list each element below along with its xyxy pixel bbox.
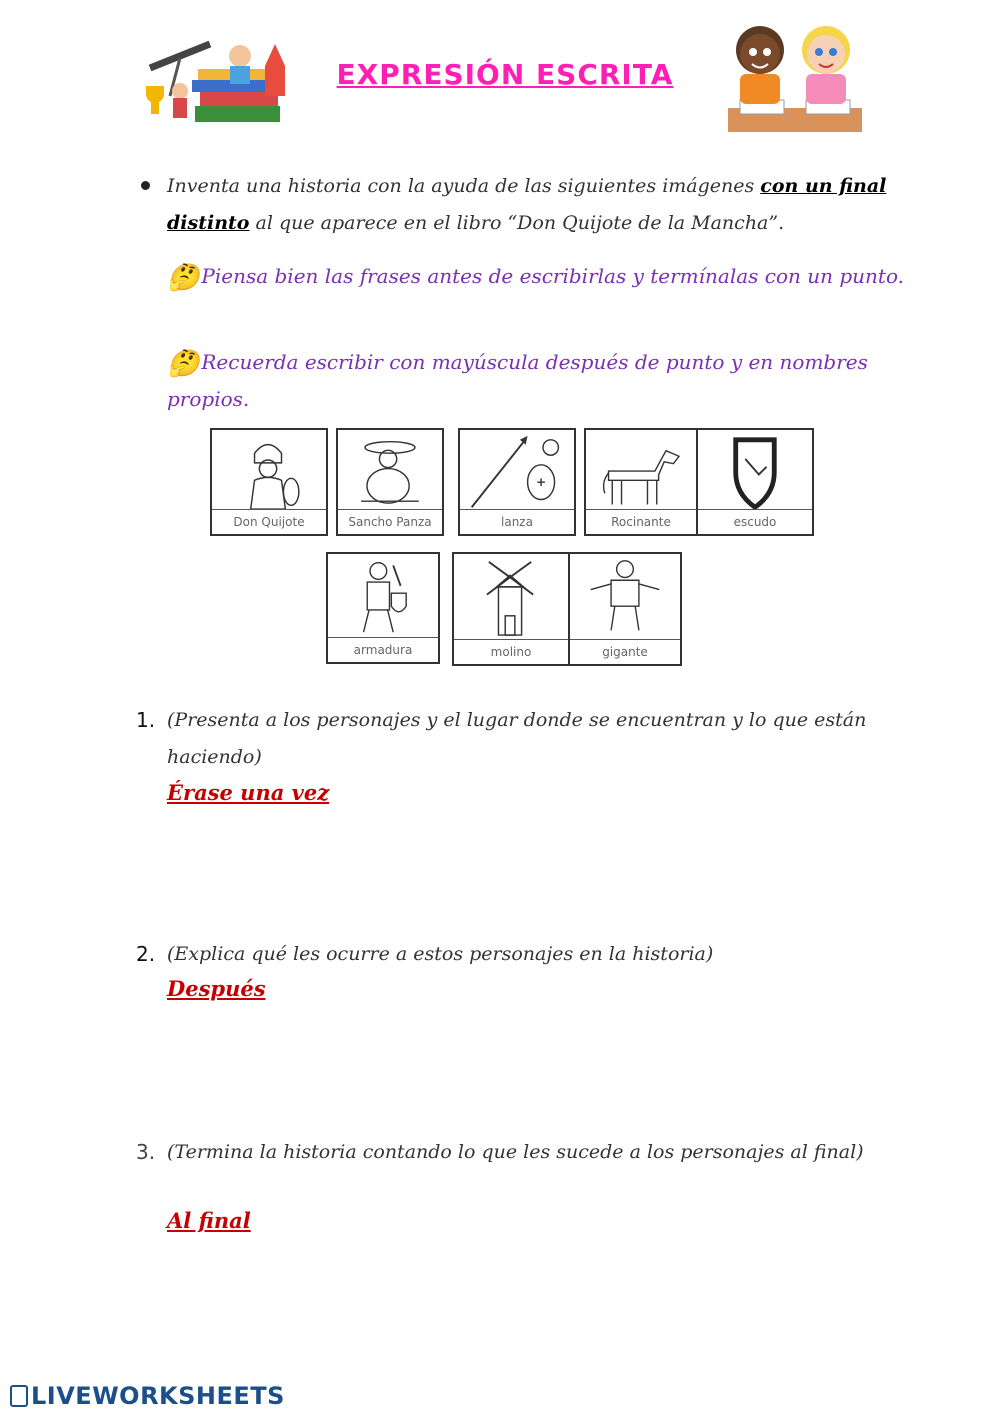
intro-text-end: al que aparece en el libro “Don Quijote de la Mancha”. <box>249 212 785 234</box>
card-armadura <box>326 552 440 664</box>
card-label: gigante <box>570 639 680 664</box>
tip-capitals-text: Recuerda escribir con mayúscula después de punto y en nombres propios. <box>167 350 868 411</box>
footer-brand-text: LIVEWORKSHEETS <box>31 1382 285 1410</box>
card-don-quijote <box>210 428 328 536</box>
molino-drawing <box>458 558 564 639</box>
books-telescope-illustration <box>140 36 290 128</box>
card-gigante <box>568 552 682 666</box>
section-prompt: (Presenta a los personajes y el lugar donde se encuentran y lo que están haciendo) <box>167 709 867 768</box>
lanza-drawing <box>464 434 570 511</box>
card-label: lanza <box>460 509 574 534</box>
rocinante-drawing <box>590 434 692 508</box>
story-starter: Al final <box>167 1208 251 1233</box>
gigante-drawing <box>574 558 676 636</box>
don-quijote-drawing <box>216 434 322 511</box>
section-number: 3. <box>136 1140 156 1164</box>
section-number: 2. <box>136 942 156 966</box>
section-number: 1. <box>136 708 156 732</box>
tip-thinking <box>167 258 907 295</box>
card-label: Rocinante <box>586 509 696 534</box>
card-label: Sancho Panza <box>338 509 442 534</box>
footer-brand[interactable] <box>10 1382 285 1410</box>
card-sancho-panza <box>336 428 444 536</box>
section-prompt: (Explica qué les ocurre a estos personajes en la historia) <box>167 943 714 965</box>
card-lanza <box>458 428 576 536</box>
tip-thinking-text: Piensa bien las frases antes de escribirlas y termínalas con un punto. <box>201 264 905 288</box>
page-title: EXPRESIÓN ESCRITA <box>336 58 674 91</box>
instructions-paragraph <box>167 168 907 242</box>
intro-text-start: Inventa una historia con la ayuda de las siguientes imágenes <box>167 175 761 197</box>
intro-emphasis: con un final distinto <box>167 175 887 234</box>
card-label: molino <box>454 639 568 664</box>
tip-capitals <box>167 344 907 418</box>
card-label: armadura <box>328 637 438 662</box>
thinking-face-icon: 🤔 <box>167 263 200 293</box>
sancho-panza-drawing <box>342 434 438 511</box>
story-starter: Después <box>167 976 266 1001</box>
story-starter: Érase una vez <box>167 780 330 805</box>
card-escudo <box>696 428 814 536</box>
card-label: escudo <box>698 509 812 534</box>
liveworksheets-logo-icon <box>10 1385 28 1407</box>
card-molino <box>452 552 570 666</box>
thinking-face-icon: 🤔 <box>167 349 200 379</box>
card-rocinante <box>584 428 698 536</box>
section-prompt: (Termina la historia contando lo que les sucede a los personajes al final) <box>167 1141 864 1163</box>
armadura-drawing <box>332 558 434 636</box>
children-writing-illustration <box>724 16 866 136</box>
card-label: Don Quijote <box>212 509 326 534</box>
bullet-point <box>141 181 150 190</box>
escudo-drawing <box>702 434 808 511</box>
